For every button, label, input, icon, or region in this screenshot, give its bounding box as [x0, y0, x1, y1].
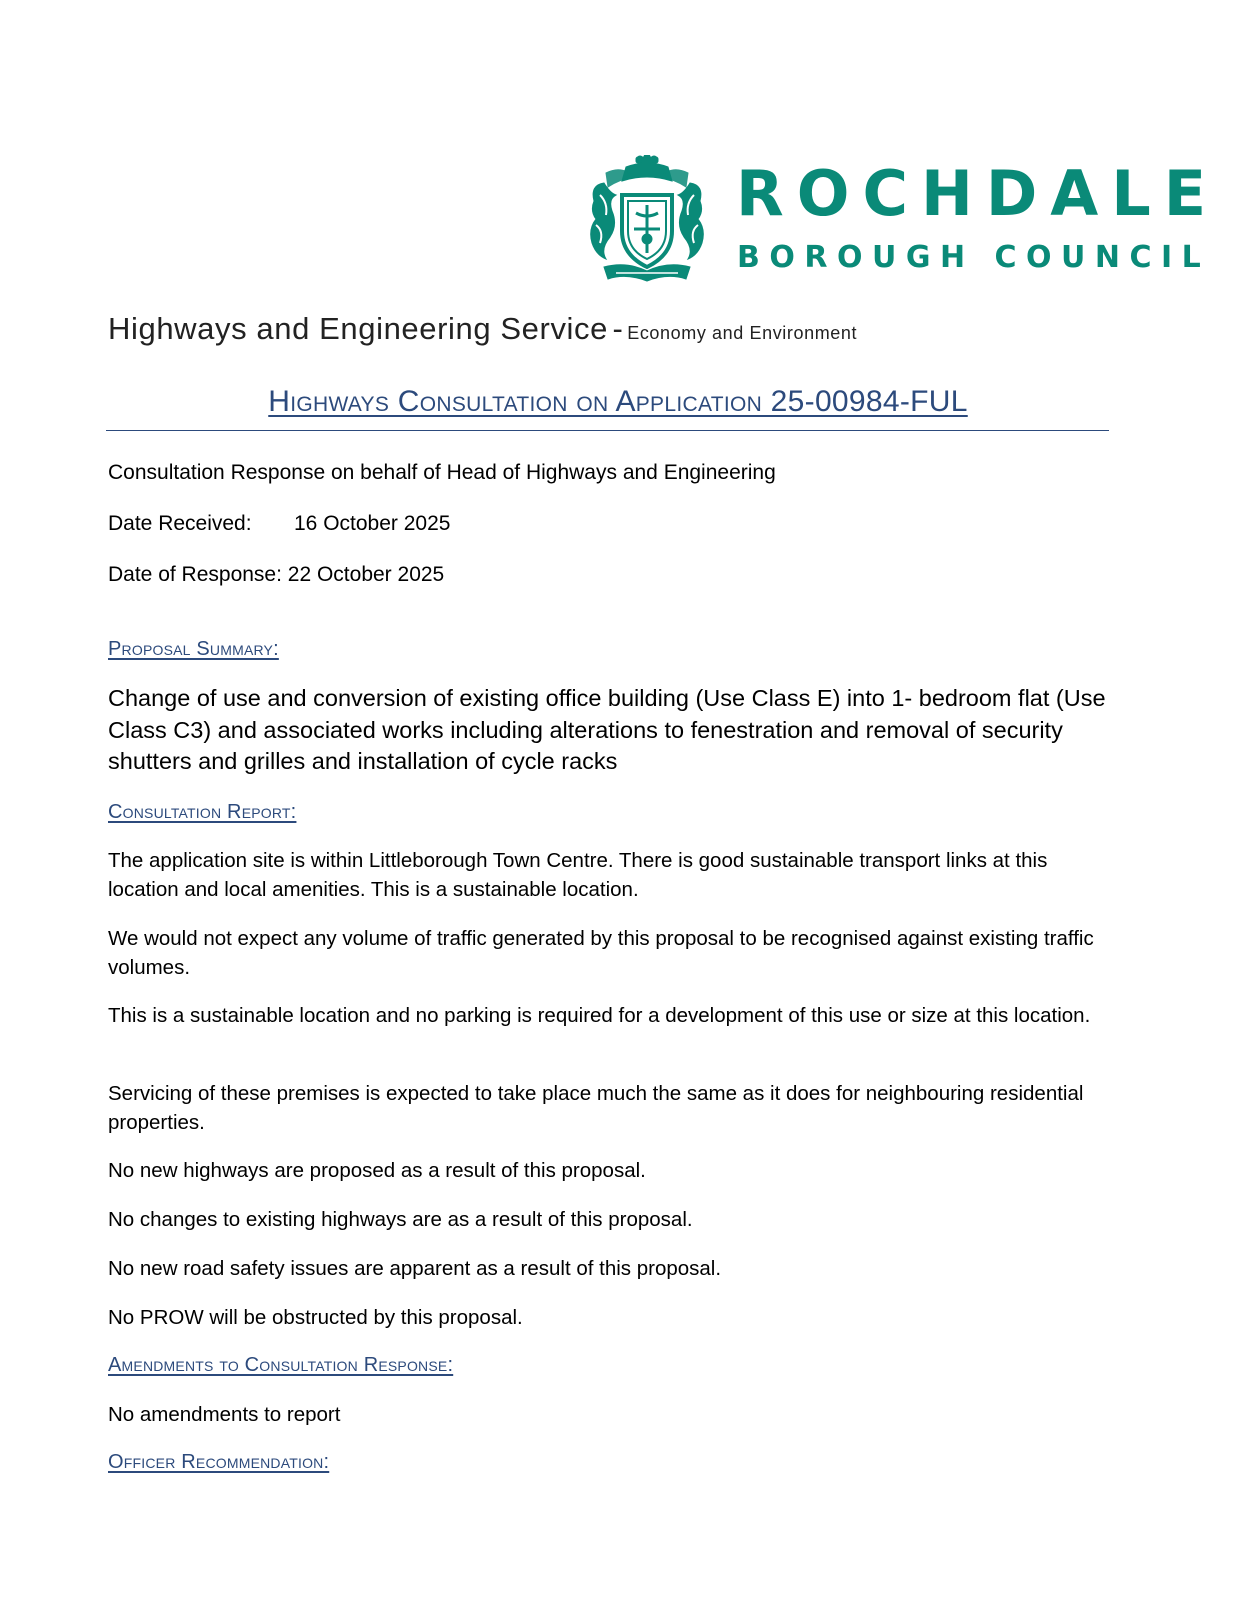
coat-of-arms-crest-icon: [586, 155, 708, 282]
date-response-label: Date of Response:: [108, 563, 282, 586]
report-paragraph: No changes to existing highways are as a result of this proposal.: [108, 1208, 693, 1231]
report-paragraph: We would not expect any volume of traffic generated by this proposal to be recognised against existing traffic volumes.: [108, 927, 1094, 979]
logo-title: ROCHDALE: [736, 157, 1220, 230]
service-separator: -: [612, 311, 623, 346]
report-paragraph: This is a sustainable location and no parking is required for a development of this use or size at this location.: [108, 1004, 1091, 1027]
service-name: Highways and Engineering Service: [108, 311, 608, 346]
report-paragraph: The application site is within Littleborough Town Centre. There is good sustainable transport links at this location and local amenities. This is a sustainable location.: [108, 849, 1048, 901]
amendments-text: No amendments to report: [108, 1403, 341, 1426]
date-of-response: [108, 563, 444, 587]
service-directorate: Economy and Environment: [627, 323, 858, 343]
logo-subtitle: BOROUGH COUNCIL: [737, 240, 1211, 275]
report-paragraph: Servicing of these premises is expected to take place much the same as it does for neighbouring residential properties.: [108, 1082, 1084, 1134]
date-received-label: Date Received:: [108, 512, 252, 535]
title-divider: [106, 430, 1109, 431]
proposal-summary-text: Change of use and conversion of existing office building (Use Class E) into 1- bedroom flat (Use Class C3) and associated works including alterations to fenestration and removal of security shutters and grilles and installation of cycle racks: [108, 685, 1106, 774]
report-paragraph: No new road safety issues are apparent as a result of this proposal.: [108, 1257, 722, 1280]
report-paragraph: No new highways are proposed as a result of this proposal.: [108, 1159, 646, 1182]
date-received-value: 16 October 2025: [294, 512, 451, 535]
council-logo: [586, 155, 1220, 285]
report-paragraph: No PROW will be obstructed by this proposal.: [108, 1306, 523, 1329]
service-heading: [108, 311, 857, 347]
proposal-summary-heading: Proposal Summary:: [108, 638, 279, 660]
officer-recommendation-heading: Officer Recommendation:: [108, 1451, 330, 1473]
consultation-line: Consultation Response on behalf of Head of Highways and Engineering: [108, 461, 776, 484]
date-response-value: 22 October 2025: [287, 563, 445, 586]
date-received: [108, 512, 450, 536]
document-title: Highways Consultation on Application 25-00984-FUL: [268, 385, 968, 418]
amendments-heading: Amendments to Consultation Response:: [108, 1354, 454, 1376]
consultation-report-heading: Consultation Report:: [108, 801, 297, 823]
